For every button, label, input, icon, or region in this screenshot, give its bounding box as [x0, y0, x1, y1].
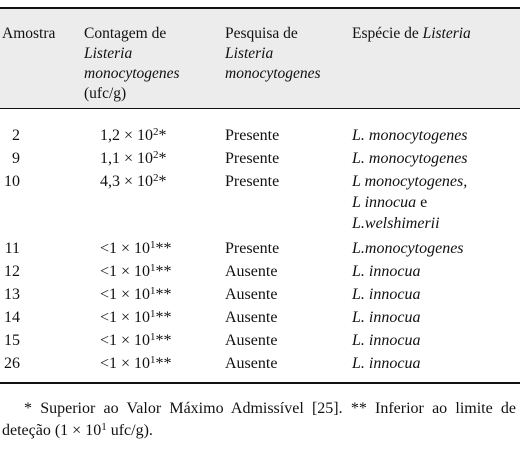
- header-contagem-line2: Listeria: [84, 45, 133, 62]
- count-mark: **: [155, 286, 172, 303]
- row-contagem: [100, 330, 172, 351]
- row-contagem: [100, 148, 167, 169]
- row-especie: [352, 261, 420, 282]
- row-especie: [352, 238, 464, 259]
- especie-line: L. innocua: [352, 286, 421, 303]
- row-especie: [352, 307, 420, 328]
- row-amostra: 13: [4, 286, 20, 303]
- count-mark: *: [158, 150, 167, 167]
- count-exponent: 1: [150, 331, 156, 343]
- header-contagem-line3: monocytogenes: [84, 65, 180, 82]
- header-contagem: [84, 24, 180, 104]
- row-amostra: 26: [4, 355, 20, 372]
- row-contagem: [100, 171, 167, 192]
- count-exponent: 2: [153, 149, 159, 161]
- row-pesquisa: Ausente: [225, 286, 278, 303]
- row-pesquisa: Ausente: [225, 332, 278, 349]
- count-exponent: 2: [153, 126, 159, 138]
- especie-line: L. monocytogenes: [352, 150, 468, 167]
- row-pesquisa: Ausente: [225, 309, 278, 326]
- header-contagem-line1: Contagem de: [84, 25, 167, 42]
- especie-line: L monocytogenes,: [352, 173, 468, 190]
- row-contagem: [100, 261, 172, 282]
- row-especie: [352, 353, 420, 374]
- count-exponent: 1: [150, 239, 156, 251]
- row-pesquisa: Ausente: [225, 355, 278, 372]
- row-amostra: 10: [4, 173, 20, 190]
- header-rule: [0, 108, 520, 109]
- count-mark: **: [155, 263, 172, 280]
- header-pesquisa-line1: Pesquisa de: [225, 25, 298, 42]
- count-base: 1,1 × 10: [100, 150, 154, 167]
- especie-line: L innocua e: [352, 194, 428, 211]
- row-amostra: 12: [4, 263, 20, 280]
- count-exponent: 1: [150, 308, 156, 320]
- header-pesquisa-line2: Listeria: [225, 45, 274, 62]
- row-contagem: [100, 307, 172, 328]
- count-mark: **: [155, 240, 172, 257]
- count-base: <1 × 10: [100, 263, 151, 280]
- especie-line: L.monocytogenes: [352, 240, 464, 257]
- especie-line: L. innocua: [352, 263, 421, 280]
- especie-line: L.welshimerii: [352, 215, 440, 232]
- footnote-text-end: ufc/g).: [106, 422, 153, 439]
- row-amostra: 15: [4, 332, 20, 349]
- row-amostra: 14: [4, 309, 20, 326]
- bottom-rule: [0, 382, 520, 384]
- header-especie-italic: Listeria: [422, 25, 471, 42]
- row-pesquisa: Ausente: [225, 263, 278, 280]
- count-mark: **: [155, 332, 172, 349]
- row-amostra: 9: [12, 150, 20, 167]
- count-mark: *: [158, 173, 167, 190]
- count-mark: *: [158, 127, 167, 144]
- footnote-exponent: 1: [101, 421, 107, 433]
- footnote: [2, 398, 516, 442]
- row-amostra: 2: [12, 127, 20, 144]
- header-contagem-line4: (ufc/g): [84, 85, 127, 102]
- count-exponent: 1: [150, 354, 156, 366]
- count-exponent: 1: [150, 262, 156, 274]
- row-especie: [352, 125, 468, 146]
- count-exponent: 1: [150, 285, 156, 297]
- count-base: <1 × 10: [100, 309, 151, 326]
- row-pesquisa: Presente: [225, 173, 280, 190]
- especie-line: L. innocua: [352, 355, 421, 372]
- especie-line: L. innocua: [352, 309, 421, 326]
- top-rule: [0, 7, 520, 9]
- header-pesquisa: [225, 24, 321, 84]
- row-especie: [352, 330, 420, 351]
- count-mark: **: [155, 355, 172, 372]
- row-pesquisa: Presente: [225, 240, 280, 257]
- header-pesquisa-line3: monocytogenes: [225, 65, 321, 82]
- count-base: <1 × 10: [100, 355, 151, 372]
- especie-line: L. innocua: [352, 332, 421, 349]
- row-contagem: [100, 353, 172, 374]
- count-exponent: 2: [153, 172, 159, 184]
- row-pesquisa: Presente: [225, 150, 280, 167]
- row-especie: [352, 171, 467, 234]
- row-contagem: [100, 125, 167, 146]
- count-base: <1 × 10: [100, 240, 151, 257]
- row-pesquisa: Presente: [225, 127, 280, 144]
- row-contagem: [100, 284, 172, 305]
- especie-conjunction: e: [416, 194, 428, 211]
- count-mark: **: [155, 309, 172, 326]
- count-base: <1 × 10: [100, 286, 151, 303]
- count-base: <1 × 10: [100, 332, 151, 349]
- row-especie: [352, 284, 420, 305]
- row-amostra: 11: [4, 240, 20, 257]
- row-especie: [352, 148, 468, 169]
- header-especie: [352, 24, 471, 44]
- count-base: 4,3 × 10: [100, 173, 154, 190]
- especie-line: L. monocytogenes: [352, 127, 468, 144]
- row-contagem: [100, 238, 172, 259]
- header-especie-prefix: Espécie de: [352, 25, 423, 42]
- count-base: 1,2 × 10: [100, 127, 154, 144]
- footnote-text: * Superior ao Valor Máximo Admissível [25]. ** Inferior ao limite de deteção (1 × 10: [2, 400, 516, 439]
- header-amostra: Amostra: [2, 25, 56, 42]
